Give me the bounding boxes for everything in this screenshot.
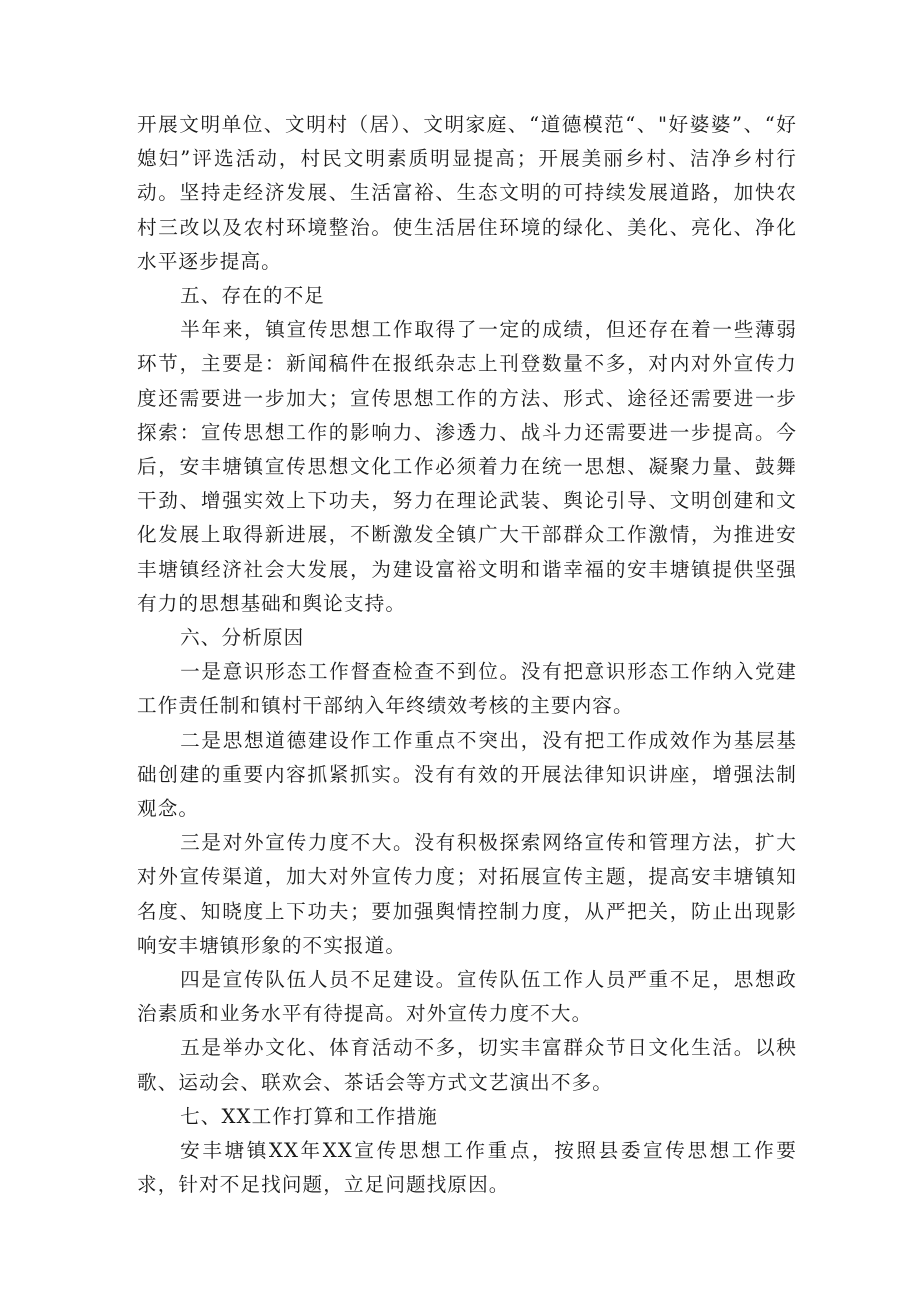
paragraph-shortcomings: 半年来，镇宣传思想工作取得了一定的成绩，但还存在着一些薄弱环节，主要是：新闻稿件在报纸杂志上刊登数量不多，对内对外宣传力度还需要进一步加大；宣传思想工作的方法、形式、途径还需要进一步探索：宣传思想工作的影响力、渗透力、战斗力还需要进一步提高。今后，安丰塘镇宣传思想文化工作必须着力在统一思想、凝聚力量、鼓舞干劲、增强实效上下功夫，努力在理论武装、舆论引导、文明创建和文化发展上取得新进展，不断激发全镇广大干部群众工作激情，为推进安丰塘镇经济社会大发展，为建设富裕文明和谐幸福的安丰塘镇提供坚强有力的思想基础和舆论支持。 xyxy=(137,318,797,615)
section-heading-plans: 七、XX工作打算和工作措施 xyxy=(180,1104,438,1128)
paragraph-reason-5: 五是举办文化、体育活动不多，切实丰富群众节日文化生活。以秧歌、运动会、联欢会、茶话会等方式文艺演出不多。 xyxy=(137,1036,797,1094)
section-heading-analysis: 六、分析原因 xyxy=(180,626,305,650)
paragraph-reason-1: 一是意识形态工作督查检查不到位。没有把意识形态工作纳入党建工作责任制和镇村干部纳入年终绩效考核的主要内容。 xyxy=(137,660,797,718)
paragraph-reason-4: 四是宣传队伍人员不足建设。宣传队伍工作人员严重不足，思想政治素质和业务水平有待提高。对外宣传力度不大。 xyxy=(137,968,797,1026)
paragraph-civilization-activities: 开展文明单位、文明村（居）、文明家庭、“道德模范“、"好婆婆”、“好媳妇”评选活动，村民文明素质明显提高；开展美丽乡村、洁净乡村行动。坚持走经济发展、生活富裕、生态文明的可持续发展道路，加快农村三改以及农村环境整治。使生活居住环境的绿化、美化、亮化、净化水平逐步提高。 xyxy=(137,113,797,273)
paragraph-reason-2: 二是思想道德建设作工作重点不突出，没有把工作成效作为基层基础创建的重要内容抓紧抓实。没有有效的开展法律知识讲座，增强法制观念。 xyxy=(137,728,797,821)
section-heading-shortcomings: 五、存在的不足 xyxy=(180,284,325,308)
document-body xyxy=(137,108,797,1203)
paragraph-plans: 安丰塘镇XX年XX宣传思想工作重点，按照县委宣传思想工作要求，针对不足找问题，立足问题找原因。 xyxy=(137,1139,797,1197)
paragraph-reason-3: 三是对外宣传力度不大。没有积极探索网络宣传和管理方法，扩大对外宣传渠道，加大对外宣传力度；对拓展宣传主题，提高安丰塘镇知名度、知晓度上下功夫；要加强舆情控制力度，从严把关，防止出现影响安丰塘镇形象的不实报道。 xyxy=(137,831,797,957)
